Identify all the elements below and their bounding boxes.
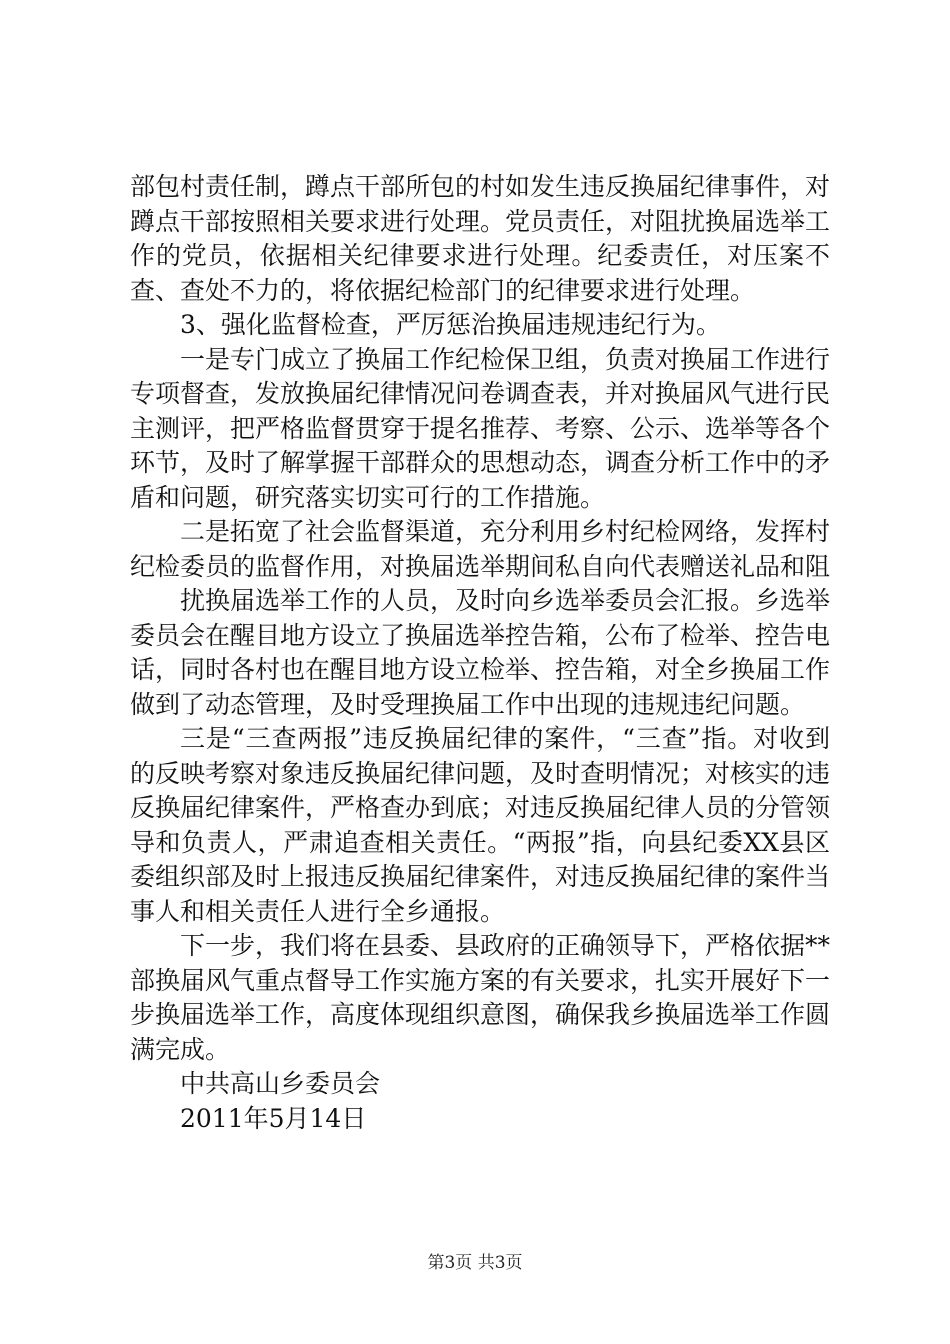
- document-body: [130, 170, 830, 1136]
- paragraph-6: 三是“三查两报”违反换届纪律的案件，“三查”指。对收到的反映考察对象违反换届纪律问题，及时查明情况；对核实的违反换届纪律案件，严格查办到底；对违反换届纪律人员的分管领导和负责人，严肃追查相关责任。“两报”指，向县纪委XX县区委组织部及时上报违反换届纪律案件，对违反换届纪律的案件当事人和相关责任人进行全乡通报。: [130, 724, 831, 926]
- signature-date: 2011年5月14日: [180, 1103, 367, 1133]
- paragraph-7: 下一步，我们将在县委、县政府的正确领导下，严格依据**部换届风气重点督导工作实施方案的有关要求，扎实开展好下一步换届选举工作，高度体现组织意图，确保我乡换届选举工作圆满完成。: [130, 931, 831, 1064]
- paragraph-1: 部包村责任制，蹲点干部所包的村如发生违反换届纪律事件，对蹲点干部按照相关要求进行处理。党员责任，对阻扰换届选举工作的党员，依据相关纪律要求进行处理。纪委责任，对压案不查、查处不力的，将依据纪检部门的纪律要求进行处理。: [130, 172, 831, 305]
- paragraph-4: 二是拓宽了社会监督渠道，充分利用乡村纪检网络，发挥村纪检委员的监督作用，对换届选举期间私自向代表赠送礼品和阻: [130, 517, 831, 581]
- paragraph-2: 3、强化监督检查，严厉惩治换届违规违纪行为。: [180, 310, 721, 339]
- paragraph-3: 一是专门成立了换届工作纪检保卫组，负责对换届工作进行专项督查，发放换届纪律情况问卷调查表，并对换届风气进行民主测评，把严格监督贯穿于提名推荐、考察、公示、选举等各个环节，及时了解掌握干部群众的思想动态，调查分析工作中的矛盾和问题，研究落实切实可行的工作措施。: [130, 344, 831, 512]
- page-footer: 第3页 共3页: [427, 1253, 523, 1273]
- paragraph-5: 扰换届选举工作的人员，及时向乡选举委员会汇报。乡选举委员会在醒目地方设立了换届选举控告箱，公布了检举、控告电话，同时各村也在醒目地方设立检举、控告箱，对全乡换届工作做到了动态管理，及时受理换届工作中出现的违规违纪问题。: [130, 586, 831, 719]
- signature: 中共高山乡委员会: [180, 1069, 381, 1098]
